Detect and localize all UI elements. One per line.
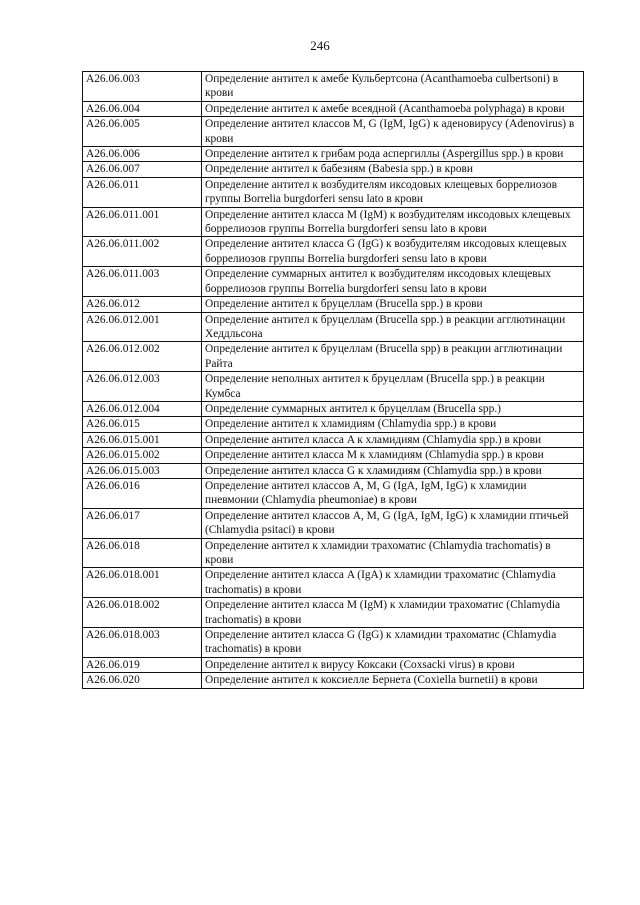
service-name-cell: Определение антител к бабезиям (Babesia spp.) в крови — [202, 162, 584, 177]
service-code-cell: A26.06.015.003 — [83, 463, 202, 478]
service-code-cell: A26.06.011.003 — [83, 267, 202, 297]
table-row — [83, 673, 584, 688]
table-row — [83, 372, 584, 402]
service-name-cell: Определение антител класса M (IgM) к возбудителям иксодовых клещевых боррелиозов группы Borrelia burgdorferi sensu lato в крови — [202, 207, 584, 237]
table-row — [83, 401, 584, 416]
table-row — [83, 478, 584, 508]
service-name-cell: Определение антител классов A, M, G (IgA, IgM, IgG) к хламидии пневмонии (Chlamydia pheumoniae) в крови — [202, 478, 584, 508]
service-name-cell: Определение антител к бруцеллам (Brucella spp.) в крови — [202, 297, 584, 312]
service-code-cell: A26.06.012.002 — [83, 342, 202, 372]
table-row — [83, 117, 584, 147]
service-name-cell: Определение антител классов A, M, G (IgA, IgM, IgG) к хламидии птичьей (Chlamydia psitaci) в крови — [202, 508, 584, 538]
service-code-cell: A26.06.011.001 — [83, 207, 202, 237]
table-row — [83, 628, 584, 658]
service-code-cell: A26.06.011 — [83, 177, 202, 207]
table-row — [83, 417, 584, 432]
table-row — [83, 598, 584, 628]
service-code-cell: A26.06.016 — [83, 478, 202, 508]
service-name-cell: Определение антител к хламидии трахоматис (Chlamydia trachomatis) в крови — [202, 538, 584, 568]
service-name-cell: Определение антител к вирусу Коксаки (Coxsacki virus) в крови — [202, 657, 584, 672]
table-row — [83, 177, 584, 207]
service-code-cell: A26.06.012.004 — [83, 401, 202, 416]
table-row — [83, 207, 584, 237]
page-number: 246 — [310, 38, 330, 53]
service-code-cell: A26.06.015.002 — [83, 448, 202, 463]
service-name-cell: Определение антител к хламидиям (Chlamydia spp.) в крови — [202, 417, 584, 432]
service-code-cell: A26.06.005 — [83, 117, 202, 147]
service-code-cell: A26.06.019 — [83, 657, 202, 672]
service-code-cell: A26.06.018.003 — [83, 628, 202, 658]
service-code-cell: A26.06.007 — [83, 162, 202, 177]
service-code-cell: A26.06.006 — [83, 147, 202, 162]
service-code-cell: A26.06.012 — [83, 297, 202, 312]
service-code-cell: A26.06.018.002 — [83, 598, 202, 628]
service-name-cell: Определение антител к амебе всеядной (Acanthamoeba polyphaga) в крови — [202, 101, 584, 116]
service-code-cell: A26.06.012.001 — [83, 312, 202, 342]
table-row — [83, 342, 584, 372]
service-code-cell: A26.06.003 — [83, 72, 202, 102]
service-name-cell: Определение антител к возбудителям иксодовых клещевых боррелиозов группы Borrelia burgdorferi sensu lato в крови — [202, 177, 584, 207]
service-code-cell: A26.06.012.003 — [83, 372, 202, 402]
table-row — [83, 162, 584, 177]
service-code-cell: A26.06.020 — [83, 673, 202, 688]
service-name-cell: Определение антител класса M (IgM) к хламидии трахоматис (Chlamydia trachomatis) в крови — [202, 598, 584, 628]
table-row — [83, 538, 584, 568]
service-name-cell: Определение антител класса M к хламидиям (Chlamydia spp.) в крови — [202, 448, 584, 463]
table-row — [83, 237, 584, 267]
service-code-cell: A26.06.017 — [83, 508, 202, 538]
table-row — [83, 147, 584, 162]
service-code-cell: A26.06.011.002 — [83, 237, 202, 267]
service-code-cell: A26.06.018 — [83, 538, 202, 568]
service-name-cell: Определение антител класса A (IgA) к хламидии трахоматис (Chlamydia trachomatis) в крови — [202, 568, 584, 598]
service-name-cell: Определение антител к грибам рода аспергиллы (Aspergillus spp.) в крови — [202, 147, 584, 162]
table-row — [83, 463, 584, 478]
service-name-cell: Определение неполных антител к бруцеллам (Brucella spp.) в реакции Кумбса — [202, 372, 584, 402]
table-row — [83, 72, 584, 102]
service-name-cell: Определение антител класса G к хламидиям (Chlamydia spp.) в крови — [202, 463, 584, 478]
service-name-cell: Определение антител класса G (IgG) к возбудителям иксодовых клещевых боррелиозов группы Borrelia burgdorferi sensu lato в крови — [202, 237, 584, 267]
service-name-cell: Определение антител к бруцеллам (Brucella spp) в реакции агглютинации Райта — [202, 342, 584, 372]
service-code-cell: A26.06.015 — [83, 417, 202, 432]
table-row — [83, 267, 584, 297]
service-name-cell: Определение антител к коксиелле Бернета (Coxiella burnetii) в крови — [202, 673, 584, 688]
service-name-cell: Определение суммарных антител к бруцеллам (Brucella spp.) — [202, 401, 584, 416]
table-row — [83, 101, 584, 116]
table-row — [83, 297, 584, 312]
table-row — [83, 568, 584, 598]
table-row — [83, 657, 584, 672]
service-name-cell: Определение антител к амебе Кульбертсона (Acanthamoeba culbertsoni) в крови — [202, 72, 584, 102]
table-row — [83, 432, 584, 447]
service-name-cell: Определение антител класса A к хламидиям (Chlamydia spp.) в крови — [202, 432, 584, 447]
service-name-cell: Определение суммарных антител к возбудителям иксодовых клещевых боррелиозов группы Borrelia burgdorferi sensu lato в крови — [202, 267, 584, 297]
service-code-cell: A26.06.015.001 — [83, 432, 202, 447]
services-table — [82, 71, 584, 689]
service-code-cell: A26.06.018.001 — [83, 568, 202, 598]
service-name-cell: Определение антител классов M, G (IgM, IgG) к аденовирусу (Adenovirus) в крови — [202, 117, 584, 147]
service-name-cell: Определение антител класса G (IgG) к хламидии трахоматис (Chlamydia trachomatis) в крови — [202, 628, 584, 658]
table-row — [83, 448, 584, 463]
service-name-cell: Определение антител к бруцеллам (Brucella spp.) в реакции агглютинации Хеддльсона — [202, 312, 584, 342]
table-row — [83, 508, 584, 538]
table-row — [83, 312, 584, 342]
service-code-cell: A26.06.004 — [83, 101, 202, 116]
